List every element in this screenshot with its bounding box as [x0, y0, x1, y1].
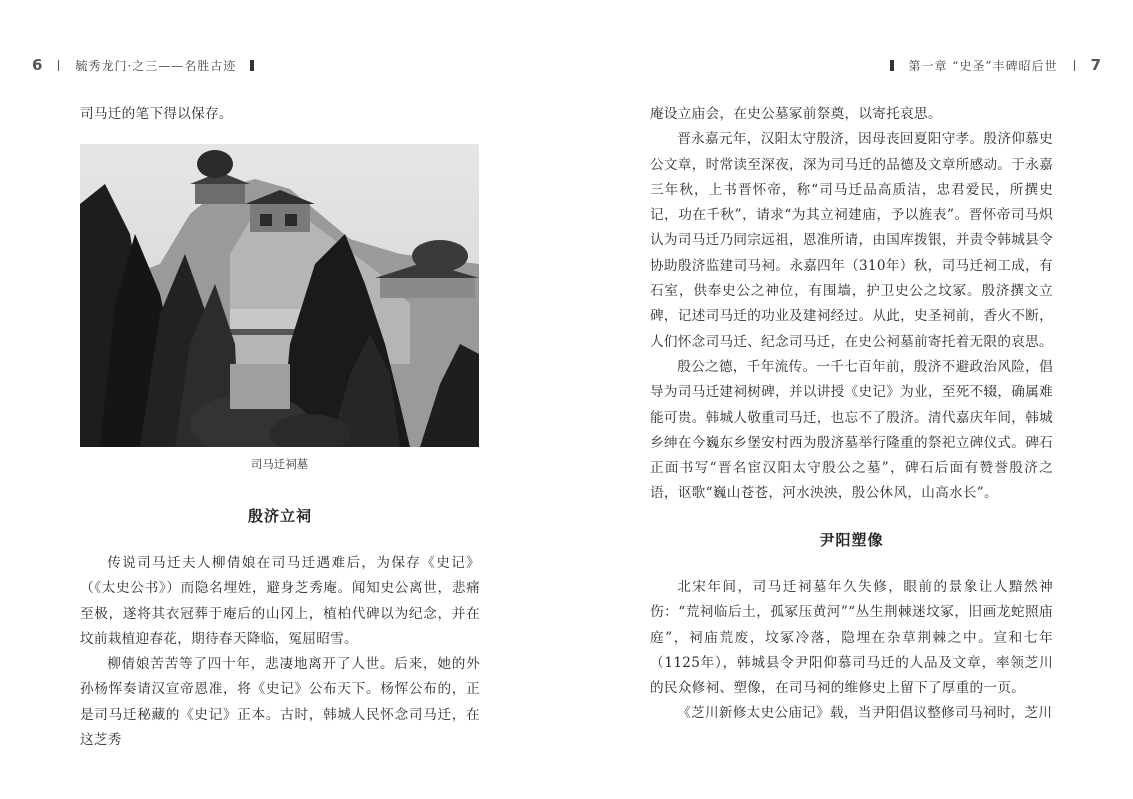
photo-caption: 司马迁祠墓: [250, 457, 309, 471]
right-page-number: 7: [1090, 56, 1101, 74]
paragraph: 传说司马迁夫人柳倩娘在司马迁遇难后，为保存《史记》（《太史公书》）而隐名埋姓，避身芝秀庵。闻知史公离世，悲痛至极，遂将其衣冠葬于庵后的山冈上，植柏代碑以为纪念，并在坟前栽植迎春花，期待春天降临，冤屈昭雪。: [80, 555, 480, 647]
left-page-number: 6: [32, 56, 43, 74]
divider-bar: [58, 60, 59, 71]
right-bottom-text: [650, 575, 1053, 727]
paragraph: 《芝川新修太史公庙记》载，当尹阳倡议整修司马祠时，芝川: [677, 705, 1053, 722]
temple-photo: [80, 144, 479, 447]
left-body-text: [80, 551, 480, 753]
left-intro-text: [80, 102, 480, 127]
paragraph: 柳倩娘苦苦等了四十年，悲凄地离开了人世。后来，她的外孙杨恽奏请汉宣帝恩准，将《史记》公布天下。杨恽公布的，正是司马迁秘藏的《史记》正本。古时，韩城人民怀念司马迁，在这芝秀: [80, 656, 480, 749]
left-running-head: [32, 54, 268, 76]
intro-line: 司马迁的笔下得以保存。: [80, 106, 233, 122]
right-section-title: 尹阳塑像: [819, 531, 884, 549]
divider-block: [250, 60, 254, 71]
left-page: [0, 0, 566, 799]
right-running-head: [876, 54, 1101, 76]
divider-bar: [1074, 60, 1075, 71]
right-running-head-text: 第一章 “史圣”丰碑昭后世: [908, 58, 1058, 73]
right-top-text: [650, 102, 1053, 507]
temple-photo-image: [80, 144, 479, 447]
paragraph: 庵设立庙会，在史公墓冢前祭奠，以寄托哀思。: [650, 106, 942, 122]
paragraph: 晋永嘉元年，汉阳太守殷济，因母丧回夏阳守孝。殷济仰慕史公文章，时常读至深夜，深为司马迁的品德及文章所感动。于永嘉三年秋，上书晋怀帝，称“司马迁品高质洁，忠君爱民，所撰史记，功在千秋”，请求“为其立祠建庙，予以旌表”。晋怀帝司马炽认为司马迁乃同宗远祖，恩准所请，由国库拨银，并责令韩城县令协助殷济监建司马祠。永嘉四年（310年）秋，司马迁祠工成，有石室，供奉史公之神位，有围墙，护卫史公之坟冢。殷济撰文立碑，记述司马迁的功业及建祠经过。从此，史圣祠前，香火不断，人们怀念司马迁、纪念司马迁，在史公祠墓前寄托着无限的哀思。: [650, 131, 1053, 350]
paragraph: 北宋年间，司马迁祠墓年久失修，眼前的景象让人黯然神伤：“荒祠临后土，孤冢压黄河”“丛生荆棘迷坟冢，旧画龙蛇照庙庭”，祠庙荒废，坟冢冷落，隐埋在杂草荆棘之中。宣和七年（1125年），韩城县令尹阳仰慕司马迁的人品及文章，率领芝川的民众修祠、塑像，在司马祠的维修史上留下了厚重的一页。: [650, 579, 1053, 697]
left-section-title: 殷济立祠: [247, 507, 312, 525]
paragraph: 殷公之德，千年流传。一千七百年前，殷济不避政治风险，倡导为司马迁建祠树碑，并以讲授《史记》为业，至死不辍，确属难能可贵。韩城人敬重司马迁，也忘不了殷济。清代嘉庆年间，韩城乡绅在今巍东乡堡安村西为殷济墓举行隆重的祭祀立碑仪式。碑石正面书写“晋名宦汉阳太守殷公之墓”，碑石后面有赞誉殷济之语，讴歌“巍山苍苍，河水泱泱，殷公休风，山高水长”。: [650, 358, 1053, 502]
divider-block: [890, 60, 894, 71]
left-running-head-text: 毓秀龙门·之三——名胜古迹: [75, 58, 237, 73]
right-page: [566, 0, 1133, 799]
